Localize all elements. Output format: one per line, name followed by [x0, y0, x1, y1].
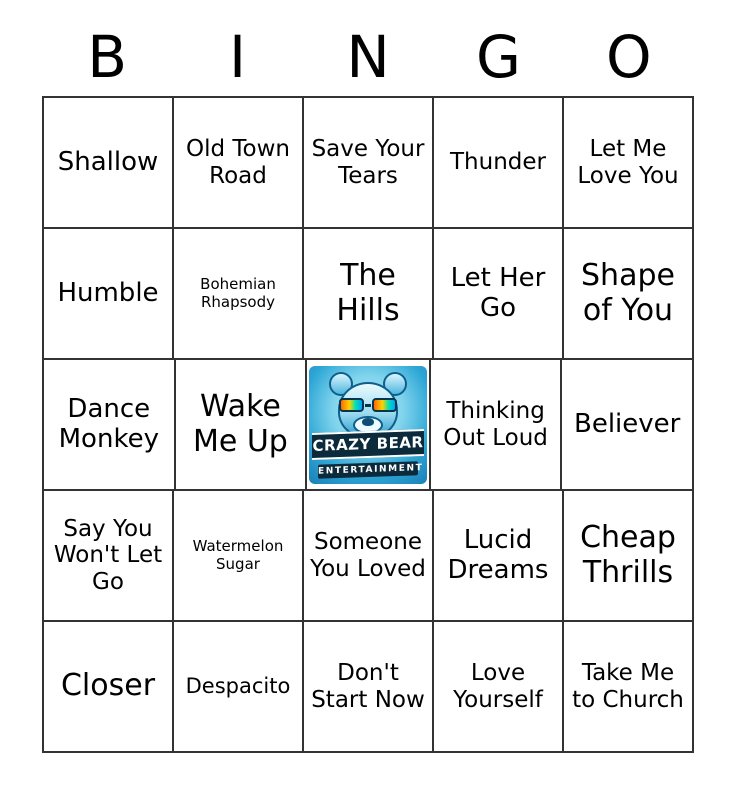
bingo-cell-label: Thunder — [450, 149, 546, 176]
brand-logo — [307, 360, 429, 489]
bingo-cell[interactable] — [564, 229, 694, 360]
bingo-cell[interactable] — [44, 622, 174, 753]
header-letter-o: O — [606, 23, 652, 91]
bingo-cell[interactable] — [174, 491, 304, 622]
bingo-cell[interactable] — [174, 229, 304, 360]
bingo-cell-label: Shape of You — [581, 258, 675, 328]
bingo-cell[interactable] — [564, 491, 694, 622]
sunglasses-icon — [339, 398, 397, 413]
bingo-cell[interactable] — [44, 491, 174, 622]
bingo-row — [44, 360, 694, 491]
sunglasses-lens-left — [339, 398, 364, 412]
bingo-cell[interactable] — [431, 360, 563, 491]
bingo-cell-free-space[interactable] — [307, 360, 431, 491]
bingo-cell-label: The Hills — [336, 258, 400, 328]
header-letter-n: N — [346, 23, 390, 91]
bingo-cell[interactable] — [176, 360, 308, 491]
bingo-row — [44, 622, 694, 753]
header-letter-b: B — [87, 23, 128, 91]
bingo-cell[interactable] — [174, 98, 304, 229]
bingo-cell-label: Closer — [60, 668, 156, 704]
bingo-cell-label: Let Me Love You — [577, 136, 679, 189]
bingo-cell-label: Thinking Out Loud — [443, 398, 548, 451]
bingo-cell-label: Despacito — [185, 673, 291, 698]
bingo-cell[interactable] — [304, 491, 434, 622]
bingo-cell-label: Love Yourself — [453, 660, 543, 713]
bingo-cell[interactable] — [304, 98, 434, 229]
sunglasses-bridge — [365, 404, 371, 407]
sunglasses-lens-right — [372, 398, 397, 412]
bingo-cell-label: Say You Won't Let Go — [53, 516, 163, 595]
bingo-cell[interactable] — [434, 491, 564, 622]
header-letter-i: I — [229, 23, 247, 91]
bingo-cell[interactable] — [44, 360, 176, 491]
bingo-cell[interactable] — [562, 360, 694, 491]
bingo-grid — [42, 96, 694, 753]
bingo-row — [44, 229, 694, 360]
bear-nose — [362, 418, 374, 426]
bingo-cell[interactable] — [44, 98, 174, 229]
bingo-cell-label: Bohemian Rhapsody — [200, 275, 276, 311]
bingo-cell[interactable] — [434, 98, 564, 229]
bingo-cell[interactable] — [174, 622, 304, 753]
bingo-cell[interactable] — [304, 622, 434, 753]
bingo-cell-label: Old Town Road — [185, 136, 290, 189]
bingo-cell[interactable] — [564, 98, 694, 229]
bingo-row — [44, 98, 694, 229]
bingo-cell-label: Humble — [57, 277, 159, 308]
bingo-cell[interactable] — [434, 622, 564, 753]
bingo-cell-label: Someone You Loved — [310, 529, 426, 582]
bingo-cell-label: Take Me to Church — [572, 660, 684, 713]
bingo-cell-label: Wake Me Up — [192, 389, 288, 459]
bingo-cell[interactable] — [434, 229, 564, 360]
bingo-cell-label: Watermelon Sugar — [192, 537, 284, 573]
brand-name: CRAZY BEAR — [312, 429, 424, 460]
bingo-row — [44, 491, 694, 622]
bingo-cell[interactable] — [44, 229, 174, 360]
brand-logo-box — [309, 366, 427, 484]
bingo-cell-label: Don't Start Now — [311, 660, 425, 713]
brand-tagline: ENTERTAINMENT — [317, 462, 424, 477]
bingo-cell-label: Cheap Thrills — [580, 520, 676, 590]
header-letter-g: G — [475, 23, 521, 91]
bingo-cell-label: Shallow — [57, 146, 159, 177]
bingo-cell-label: Dance Monkey — [58, 393, 159, 454]
bingo-cell-label: Save Your Tears — [311, 136, 425, 189]
bingo-cell-label: Lucid Dreams — [447, 524, 549, 585]
bingo-cell-label: Let Her Go — [450, 262, 546, 323]
bingo-cell[interactable] — [564, 622, 694, 753]
bingo-cell[interactable] — [304, 229, 434, 360]
bingo-header — [42, 18, 694, 96]
bingo-cell-label: Believer — [573, 408, 681, 439]
